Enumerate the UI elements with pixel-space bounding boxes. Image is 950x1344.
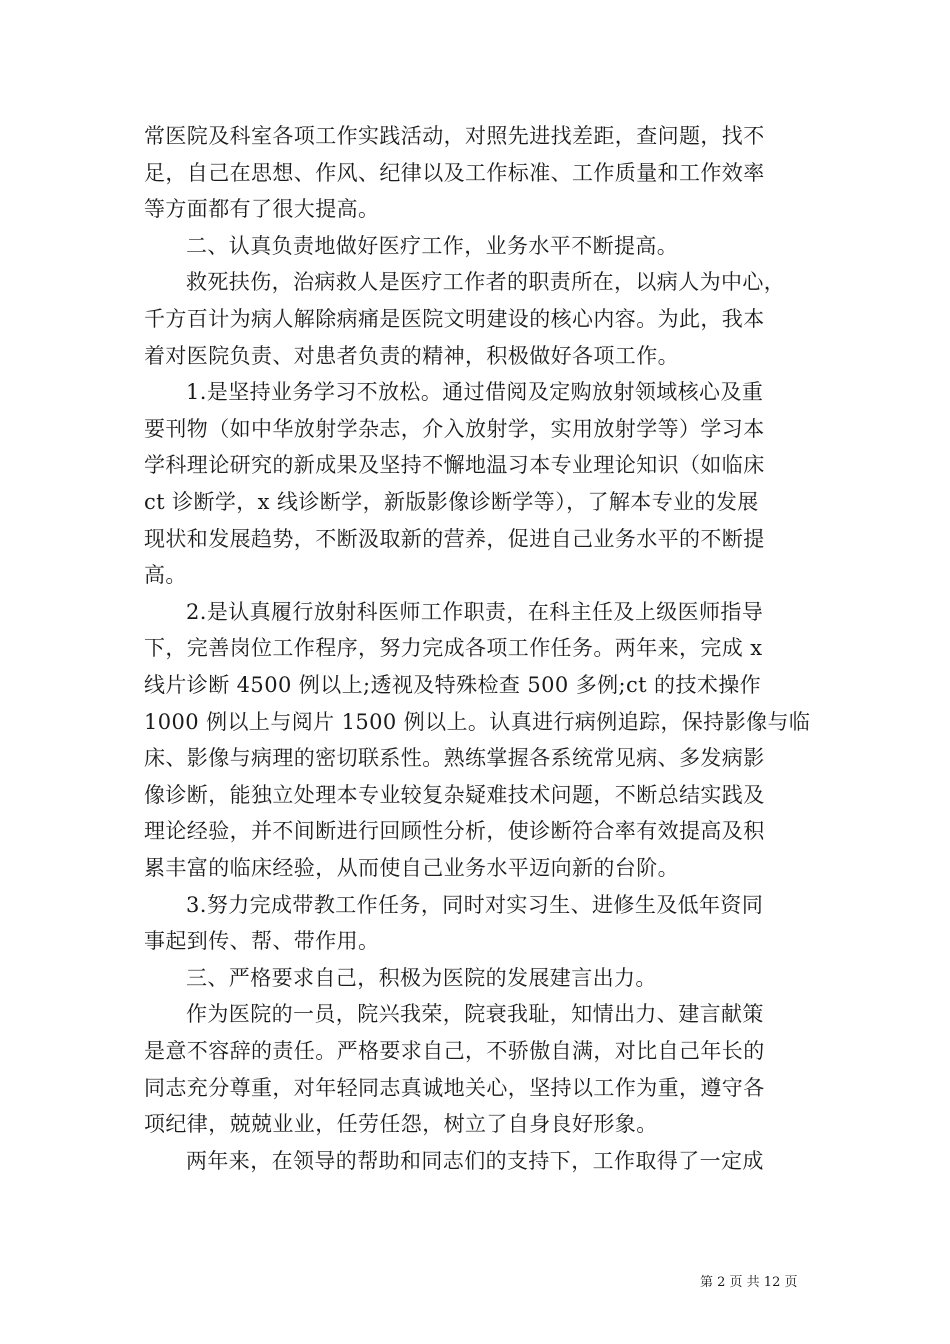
text-line: 常医院及科室各项工作实践活动，对照先进找差距，查问题，找不 <box>144 124 765 148</box>
page-number: 第 2 页 共 12 页 <box>700 1275 798 1290</box>
text-line: 床、影像与病理的密切联系性。熟练掌握各系统常见病、多发病影 <box>144 746 765 771</box>
text-line: 着对医院负责、对患者负责的精神，积极做好各项工作。 <box>144 343 679 368</box>
text-line: 理论经验，并不间断进行回顾性分析，使诊断符合率有效提高及积 <box>144 819 765 844</box>
text-line: 事起到传、帮、带作用。 <box>144 929 380 954</box>
text-line: 1000 例以上与阅片 1500 例以上。认真进行病例追踪，保持影像与临 <box>144 709 811 734</box>
text-line: 作为医院的一员，院兴我荣，院衰我耻，知情出力、建言献策 <box>186 1002 764 1027</box>
text-line: 等方面都有了很大提高。 <box>144 197 380 222</box>
text-line: 项纪律，兢兢业业，任劳任怨，树立了自身良好形象。 <box>144 1112 658 1137</box>
text-line: 累丰富的临床经验，从而使自己业务水平迈向新的台阶。 <box>144 856 679 880</box>
text-line: 现状和发展趋势，不断汲取新的营养，促进自己业务水平的不断提 <box>144 526 765 551</box>
text-line: 二、认真负责地做好医疗工作，业务水平不断提高。 <box>186 233 679 258</box>
text-line: 学科理论研究的新成果及坚持不懈地温习本专业理论知识（如临床 <box>144 453 765 478</box>
text-line: 像诊断，能独立处理本专业较复杂疑难技术问题，不断总结实践及 <box>144 782 765 807</box>
text-line: 同志充分尊重，对年轻同志真诚地关心，坚持以工作为重，遵守各 <box>144 1075 765 1100</box>
text-line: 要刊物（如中华放射学杂志，介入放射学，实用放射学等）学习本 <box>144 416 765 441</box>
text-line: 是意不容辞的责任。严格要求自己，不骄傲自满，对比自己年长的 <box>144 1039 765 1063</box>
text-line: 1.是坚持业务学习不放松。通过借阅及定购放射领域核心及重 <box>186 380 764 405</box>
text-line: 下，完善岗位工作程序，努力完成各项工作任务。两年来，完成 x <box>144 636 763 661</box>
text-line: 3.努力完成带教工作任务，同时对实习生、进修生及低年资同 <box>186 892 764 917</box>
text-line: 两年来，在领导的帮助和同志们的支持下，工作取得了一定成 <box>186 1148 764 1173</box>
text-line: 救死扶伤，治病救人是医疗工作者的职责所在，以病人为中心， <box>186 270 786 295</box>
text-line: 三、严格要求自己，积极为医院的发展建言出力。 <box>186 965 657 990</box>
text-line: ct 诊断学，x 线诊断学，新版影像诊断学等），了解本专业的发展 <box>144 490 759 514</box>
text-line: 2.是认真履行放射科医师工作职责，在科主任及上级医师指导 <box>186 599 764 624</box>
text-line: 高。 <box>144 563 187 588</box>
text-line: 线片诊断 4500 例以上;透视及特殊检查 500 多例;ct 的技术操作 <box>144 673 762 697</box>
text-line: 足，自己在思想、作风、纪律以及工作标准、工作质量和工作效率 <box>144 160 765 185</box>
text-line: 千方百计为病人解除病痛是医院文明建设的核心内容。为此，我本 <box>144 307 765 331</box>
